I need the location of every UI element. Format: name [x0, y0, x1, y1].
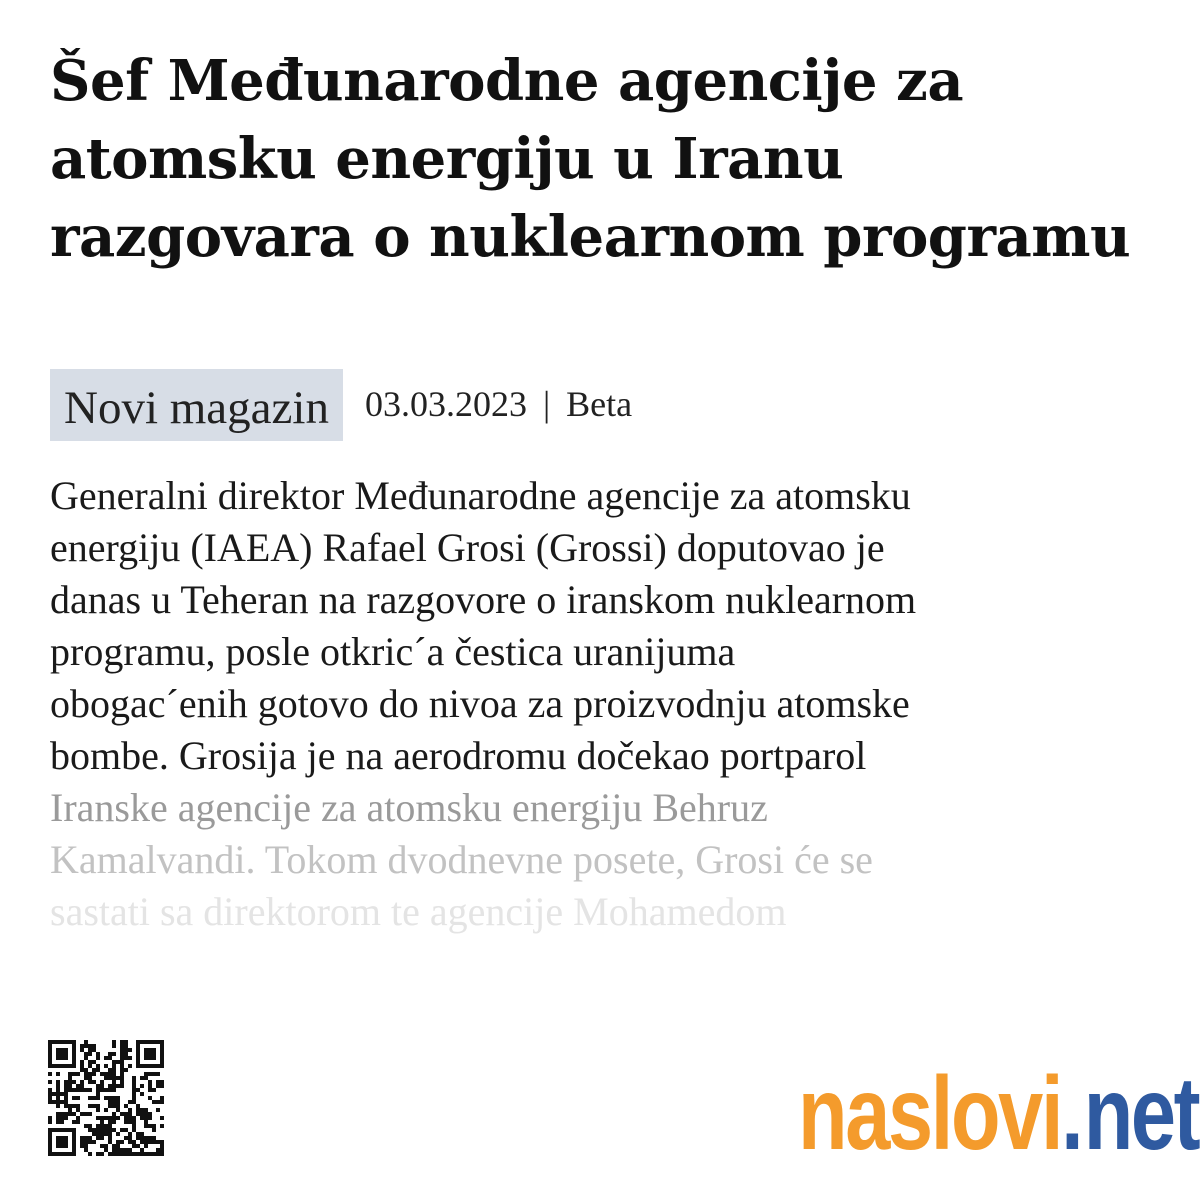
article-body-line: bombe. Grosija je na aerodromu dočekao portparol	[50, 733, 867, 778]
article-body-line: energiju (IAEA) Rafael Grosi (Grossi) doputovao je	[50, 525, 885, 570]
article-body-line: Kamalvandi. Tokom dvodnevne posete, Grosi će se	[50, 837, 873, 882]
article-title: Šef Međunarodne agencije za atomsku energiju u Iranu razgovara o nuklearnom programu	[50, 48, 1131, 270]
logo-part-net: net	[1083, 1056, 1199, 1172]
article-body-line: sastati sa direktorom te agencije Mohamedom	[50, 889, 787, 934]
publish-date: 03.03.2023	[364, 384, 527, 424]
article-body-line: programu, posle otkric´a čestica uranijuma	[50, 629, 736, 674]
logo-part-naslovi: naslovi	[798, 1056, 1062, 1172]
qr-code-icon[interactable]	[48, 1040, 164, 1156]
article-meta	[50, 369, 632, 441]
naslovi-net-logo[interactable]	[798, 1056, 1199, 1172]
article-body-line: Iranske agencije za atomsku energiju Behruz	[50, 785, 768, 830]
article-body-line: Generalni direktor Međunarodne agencije za atomsku	[50, 473, 911, 518]
article-body	[50, 470, 1160, 1010]
meta-info	[365, 383, 632, 425]
news-agency: Beta	[566, 384, 633, 424]
meta-separator: |	[542, 384, 551, 424]
article-body-line: danas u Teheran na razgovore o iranskom nuklearnom	[50, 577, 917, 622]
logo-dot: .	[1061, 1056, 1084, 1172]
source-badge[interactable]: Novi magazin	[50, 369, 343, 441]
article-body-line: obogac´enih gotovo do nivoa za proizvodnju atomske	[50, 681, 910, 726]
